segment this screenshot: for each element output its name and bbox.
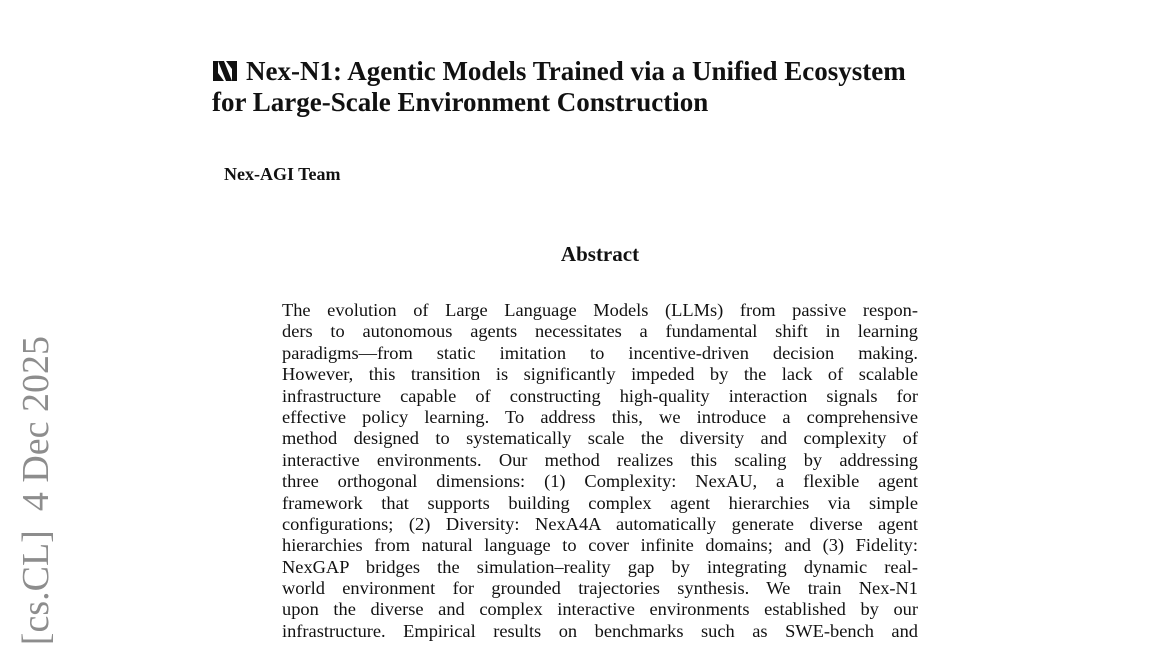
abstract-heading: Abstract <box>560 242 640 266</box>
abstract-line: infrastructure. Empirical results on benchmarks such as SWE-bench and <box>282 620 918 641</box>
abstract-body <box>282 300 918 642</box>
abstract-line: hierarchies from natural language to cover infinite domains; and (3) Fidelity: <box>282 535 918 556</box>
arxiv-watermark <box>12 336 60 648</box>
abstract-line: upon the diverse and complex interactive environments established by our <box>282 599 918 620</box>
paper-title-line-2: for Large-Scale Environment Construction <box>212 87 709 117</box>
abstract-line: effective policy learning. To address this, we introduce a comprehensive <box>282 406 918 427</box>
paper-title <box>212 56 1032 118</box>
abstract-line: interactive environments. Our method realizes this scaling by addressing <box>282 449 918 470</box>
paper-author: Nex-AGI Team <box>224 164 341 184</box>
abstract-line: three orthogonal dimensions: (1) Complexity: NexAU, a flexible agent <box>282 471 918 492</box>
abstract-line: The evolution of Large Language Models (LLMs) from passive respon- <box>282 300 918 320</box>
arxiv-watermark-text: [cs.CL] 4 Dec 2025 <box>15 336 57 646</box>
abstract-line: ders to autonomous agents necessitates a fundamental shift in learning <box>282 321 918 342</box>
abstract-line: world environment for grounded trajectories synthesis. We train Nex-N1 <box>282 578 918 599</box>
abstract-line: paradigms—from static imitation to incentive-driven decision making. <box>282 342 918 363</box>
nex-logo-icon <box>212 60 238 82</box>
abstract-line: infrastructure capable of constructing high-quality interaction signals for <box>282 385 918 406</box>
paper-title-text-1: Nex-N1: Agentic Models Trained via a Unified Ecosystem <box>246 56 906 86</box>
abstract-line: framework that supports building complex agent hierarchies via simple <box>282 492 918 513</box>
abstract-line: configurations; (2) Diversity: NexA4A automatically generate diverse agent <box>282 513 918 534</box>
abstract-line: method designed to systematically scale the diversity and complexity of <box>282 428 918 449</box>
abstract-line: NexGAP bridges the simulation–reality gap by integrating dynamic real- <box>282 556 918 577</box>
abstract-line: However, this transition is significantly impeded by the lack of scalable <box>282 364 918 385</box>
paper-title-line-1 <box>212 56 1032 87</box>
